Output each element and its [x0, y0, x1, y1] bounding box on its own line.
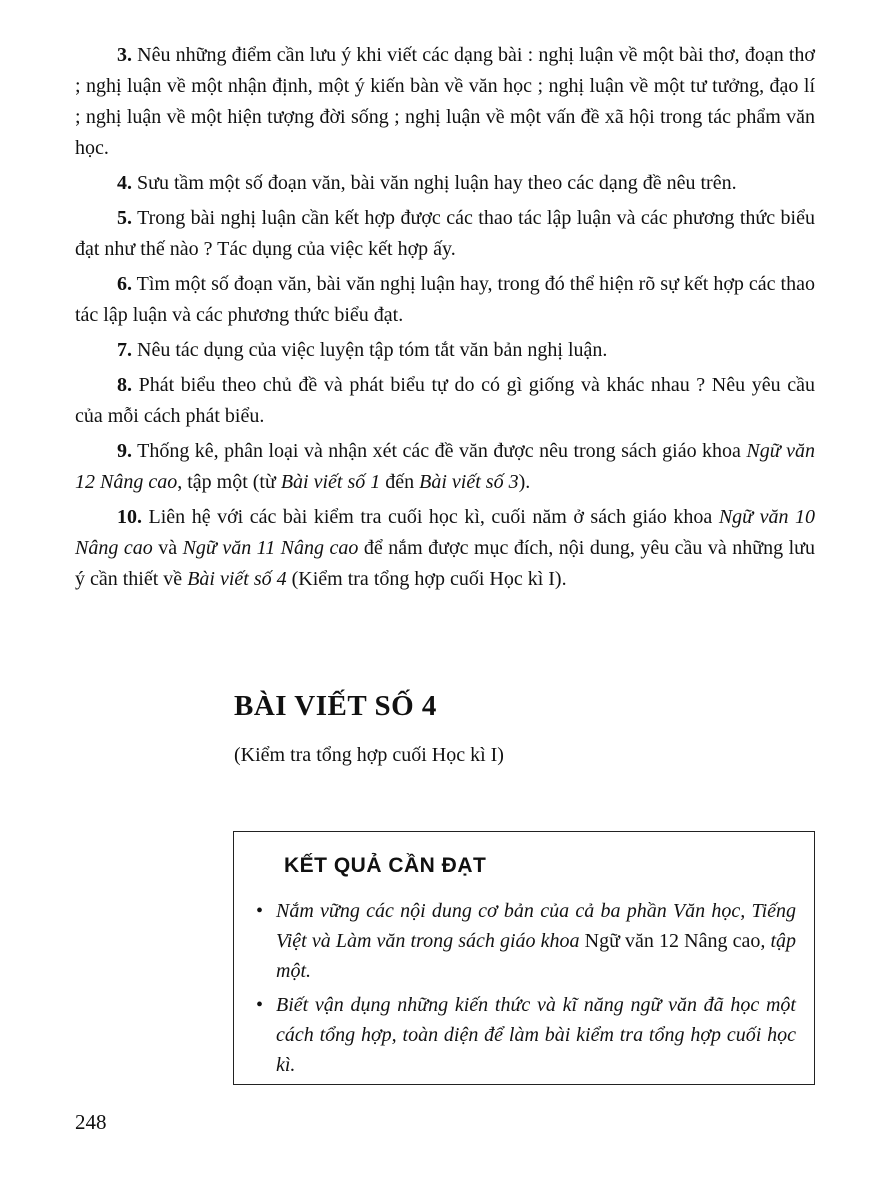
item-number: 3.	[117, 44, 132, 66]
essay-title: Bài viết số 4	[187, 568, 287, 590]
book-title: Ngữ văn 10 Nâng cao	[75, 506, 816, 559]
learning-outcomes-box	[233, 831, 815, 1085]
exercise-item	[75, 40, 815, 164]
item-number: 6.	[117, 273, 132, 295]
book-title: Ngữ văn 12 Nâng cao	[584, 930, 761, 952]
outcome-item	[256, 896, 796, 986]
item-text: Nêu những điểm cần lưu ý khi viết các dạng bài : nghị luận về một bài thơ, đoạn thơ ; nghị luận về một nhận định, một ý kiến bàn về văn học ; nghị luận về một tư tưởng, đạo lí ; nghị luận về một hiện tượng đời sống ; nghị luận về một vấn đề xã hội trong tác phẩm văn học.	[75, 44, 815, 159]
item-text: và	[152, 537, 183, 559]
book-title: Ngữ văn 12 Nâng cao	[75, 440, 816, 493]
item-number: 7.	[117, 339, 132, 361]
learning-outcomes-heading: KẾT QUẢ CẦN ĐẠT	[284, 854, 487, 877]
item-text: , tập một (từ	[177, 471, 281, 493]
item-text: (Kiểm tra tổng hợp cuối Học kì I).	[286, 568, 567, 590]
book-title: Ngữ văn 11 Nâng cao	[182, 537, 359, 559]
item-text: ).	[518, 471, 531, 493]
bullet-icon: •	[256, 900, 264, 922]
exercise-item	[75, 203, 815, 265]
exercise-item	[75, 168, 815, 199]
item-number: 8.	[117, 374, 132, 396]
exercise-item	[75, 502, 815, 595]
essay-title: Bài viết số 1	[280, 471, 381, 493]
section-title: BÀI VIẾT SỐ 4	[234, 690, 437, 722]
outcome-item	[256, 990, 796, 1080]
exercise-list	[75, 40, 815, 599]
outcome-text: Biết vận dụng những kiến thức và kĩ năng ngữ văn đã học một cách tổng hợp, toàn diện để làm bài kiểm tra tổng hợp cuối học kì.	[276, 994, 796, 1076]
exercise-item	[75, 269, 815, 331]
section-subtitle: (Kiểm tra tổng hợp cuối Học kì I)	[234, 744, 504, 766]
item-number: 5.	[117, 207, 132, 229]
outcome-text: , tập một.	[276, 930, 796, 982]
item-text: Sưu tầm một số đoạn văn, bài văn nghị luận hay theo các dạng đề nêu trên.	[132, 172, 737, 194]
item-number: 10.	[117, 506, 142, 528]
page-number: 248	[75, 1110, 107, 1134]
exercise-item	[75, 335, 815, 366]
exercise-item	[75, 436, 815, 498]
learning-outcomes-list	[256, 896, 796, 1084]
outcome-text: Nắm vững các nội dung cơ bản của cả ba phần Văn học, Tiếng Việt và Làm văn trong sách giáo khoa	[276, 900, 796, 952]
item-number: 9.	[117, 440, 132, 462]
item-text: Liên hệ với các bài kiểm tra cuối học kì, cuối năm ở sách giáo khoa	[142, 506, 719, 528]
exercise-item	[75, 370, 815, 432]
item-text: đến	[380, 471, 420, 493]
item-text: để nắm được mục đích, nội dung, yêu cầu và những lưu ý cần thiết về	[75, 537, 816, 590]
item-text: Trong bài nghị luận cần kết hợp được các thao tác lập luận và các phương thức biểu đạt như thế nào ? Tác dụng của việc kết hợp ấy.	[75, 207, 815, 260]
bullet-icon: •	[256, 994, 264, 1016]
item-text: Thống kê, phân loại và nhận xét các đề văn được nêu trong sách giáo khoa	[132, 440, 747, 462]
item-text: Nêu tác dụng của việc luyện tập tóm tắt văn bản nghị luận.	[132, 339, 608, 361]
item-text: Tìm một số đoạn văn, bài văn nghị luận hay, trong đó thể hiện rõ sự kết hợp các thao tác lập luận và các phương thức biểu đạt.	[75, 273, 815, 326]
essay-title: Bài viết số 3	[419, 471, 519, 493]
item-text: Phát biểu theo chủ đề và phát biểu tự do có gì giống và khác nhau ? Nêu yêu cầu của mỗi cách phát biểu.	[75, 374, 815, 427]
item-number: 4.	[117, 172, 132, 194]
